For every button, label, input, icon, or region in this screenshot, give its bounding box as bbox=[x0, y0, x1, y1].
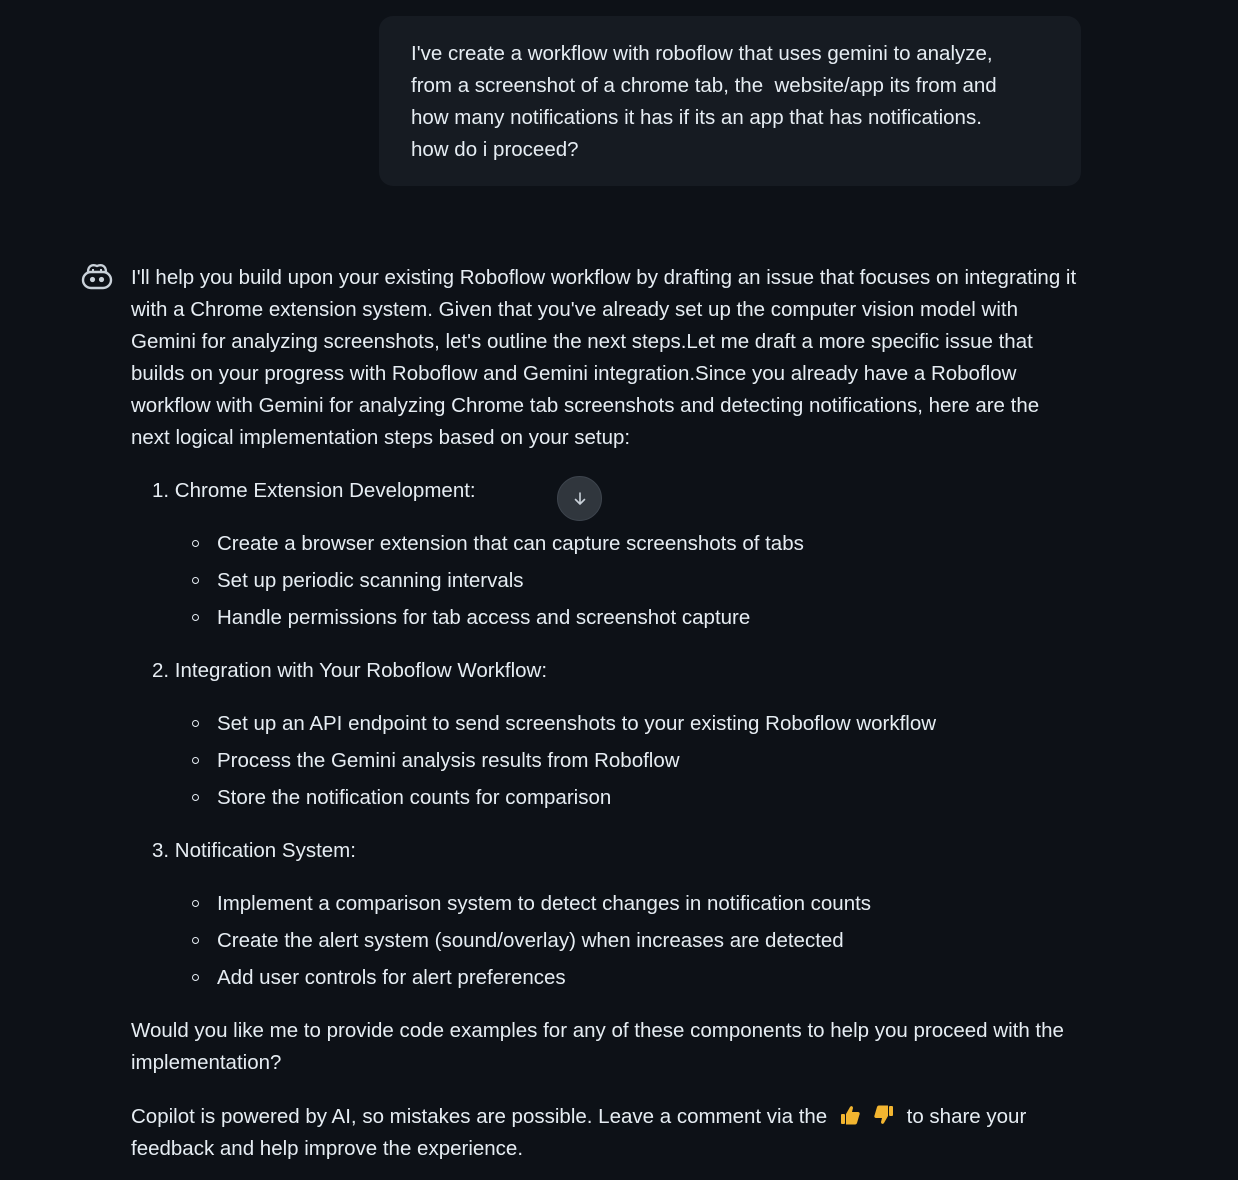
list-item: Set up an API endpoint to send screenshots to your existing Roboflow workflow bbox=[131, 708, 1091, 745]
assistant-message bbox=[131, 262, 1091, 1165]
circle-bullet-icon bbox=[192, 577, 199, 584]
scroll-to-bottom-button[interactable] bbox=[557, 476, 602, 521]
circle-bullet-icon bbox=[192, 900, 199, 907]
ai-disclaimer: Copilot is powered by AI, so mistakes are possible. Leave a comment via the to share your feedback and help improve the experience. bbox=[131, 1105, 1027, 1160]
copilot-icon bbox=[80, 262, 114, 292]
circle-bullet-icon bbox=[192, 540, 199, 547]
list-item: Create the alert system (sound/overlay) when increases are detected bbox=[131, 925, 1091, 962]
step-title: 1. Chrome Extension Development: bbox=[152, 479, 476, 502]
step-item bbox=[131, 475, 1091, 639]
list-item: Implement a comparison system to detect changes in notification counts bbox=[131, 888, 1091, 925]
list-item: Add user controls for alert preferences bbox=[131, 962, 1091, 999]
circle-bullet-icon bbox=[192, 614, 199, 621]
step-item bbox=[131, 655, 1091, 819]
substep-list bbox=[131, 888, 1091, 999]
step-item bbox=[131, 835, 1091, 999]
list-item: Create a browser extension that can capture screenshots of tabs bbox=[131, 528, 1091, 565]
list-item: Set up periodic scanning intervals bbox=[131, 565, 1091, 602]
circle-bullet-icon bbox=[192, 757, 199, 764]
assistant-intro: I'll help you build upon your existing Roboflow workflow by drafting an issue that focuses on integrating it with a Chrome extension system. Given that you've already set up the computer vision model with Gemini for analyzing screenshots, let's outline the next steps.Let me draft a more specific issue that builds on your progress with Roboflow and Gemini integration.Since you already have a Roboflow workflow with Gemini for analyzing Chrome tab screenshots and detecting notifications, here are the next logical implementation steps based on your setup: bbox=[131, 266, 1077, 449]
arrow-down-icon bbox=[572, 491, 588, 507]
substep-list bbox=[131, 528, 1091, 639]
circle-bullet-icon bbox=[192, 937, 199, 944]
thumbs-down-icon[interactable] bbox=[873, 1104, 895, 1126]
step-title: 2. Integration with Your Roboflow Workflow: bbox=[152, 659, 548, 682]
list-item: Handle permissions for tab access and screenshot capture bbox=[131, 602, 1091, 639]
closing-question: Would you like me to provide code examples for any of these components to help you proceed with the implementation? bbox=[131, 1019, 1064, 1074]
step-title: 3. Notification System: bbox=[152, 839, 356, 862]
circle-bullet-icon bbox=[192, 974, 199, 981]
user-message-bubble: I've create a workflow with roboflow that uses gemini to analyze, from a screenshot of a chrome tab, the website/app its from and how many notifications it has if its an app that has notifications. how do i proceed? bbox=[379, 16, 1081, 186]
list-item: Store the notification counts for comparison bbox=[131, 782, 1091, 819]
steps-list bbox=[131, 475, 1091, 999]
substep-list bbox=[131, 708, 1091, 819]
thumbs-up-icon[interactable] bbox=[839, 1104, 861, 1126]
circle-bullet-icon bbox=[192, 794, 199, 801]
list-item: Process the Gemini analysis results from Roboflow bbox=[131, 745, 1091, 782]
circle-bullet-icon bbox=[192, 720, 199, 727]
